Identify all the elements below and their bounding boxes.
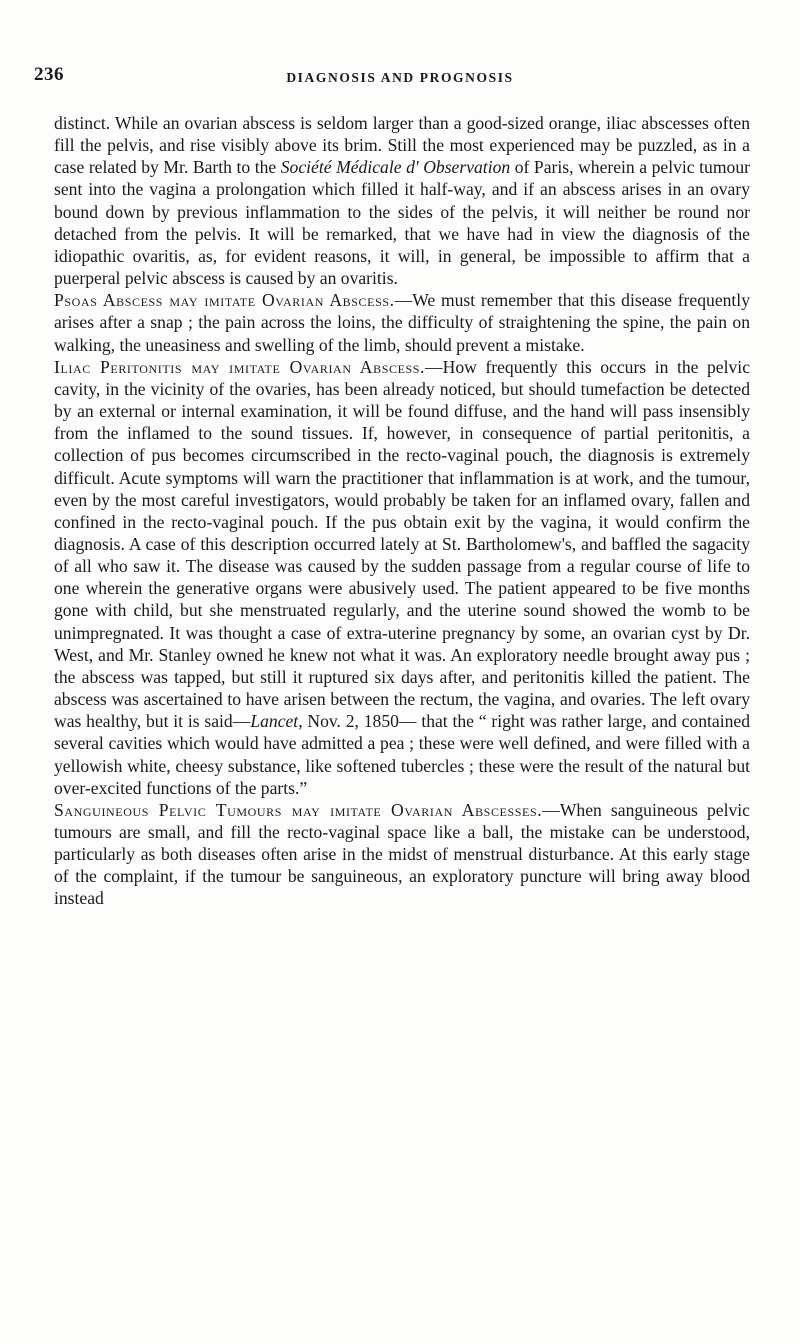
section-heading-iliac: Iliac Peritonitis may imitate Ovarian Abscess. [54, 356, 426, 377]
body-text [54, 112, 750, 910]
text-segment: —How frequently this occurs in the pelvic cavity, in the vicinity of the ovaries, has been already noticed, but should tumefaction be detected by an external or internal examination, it will be found diffuse, and the hand will pass insensibly from the inflamed to the sound tissues. If, however, in consequence of partial peritonitis, a collection of pus becomes circumscribed in the recto-vaginal pouch, the diagnosis is extremely difficult. Acute symptoms will warn the practitioner that inflammation is at work, and the tumour, even by the most careful investigators, would probably be taken for an inflamed ovary, fallen and confined in the recto-vaginal pouch. If the pus obtain exit by the vagina, it would confirm the diagnosis. A case of this description occurred lately at St. Bartholomew's, and baffled the sagacity of all who saw it. The disease was caused by the sudden passage from a regular course of life to one wherein the generative organs were abusively used. The patient appeared to be five months gone with child, but she menstruated regularly, and the uterine sound showed the womb to be unimpregnated. It was thought a case of extra-uterine pregnancy by some, an ovarian cyst by Dr. West, and Mr. Stanley owned he knew not what it was. An exploratory needle brought away pus ; the abscess was tapped, but still it ruptured six days after, and peritonitis killed the patient. The abscess was ascertained to have arisen between the rectum, the vagina, and ovaries. The left ovary was healthy, but it is said— [54, 356, 750, 732]
text-segment: —We must remember that this disease frequently arises after a snap ; the pain across the loins, the difficulty of straightening the spine, the pain on walking, the uneasiness and swelling of the limb, should prevent a mistake. [54, 290, 750, 355]
text-segment: Nov. 2, 1850— that the “ right was rather large, and contained several cavities which would have admitted a pea ; these were well defined, and were filled with a yellowish white, cheesy substance, like softened tubercles ; these were the result of the natural but over-excited functions of the parts.” [54, 711, 750, 798]
text-segment: —When sanguineous pelvic tumours are small, and fill the recto-vaginal space like a ball, the mistake can be understood, particularly as both diseases often arise in the midst of menstrual disturbance. At this early stage of the complaint, if the tumour be sanguineous, an exploratory puncture will bring away blood instead [54, 799, 750, 909]
section-heading-psoas: Psoas Abscess may imitate Ovarian Abscess. [54, 290, 395, 311]
journal-title-italic: Lancet, [250, 711, 303, 732]
paragraph [54, 356, 750, 799]
paragraph [54, 112, 750, 289]
section-heading-sanguineous: Sanguineous Pelvic Tumours may imitate Ovarian Abscesses. [54, 799, 543, 820]
page-number: 236 [34, 64, 64, 85]
paragraph [54, 289, 750, 355]
text-segment: of Paris, wherein a pelvic tumour sent into the vagina a prolongation which filled it half-way, and if an abscess arises in an ovary bound down by previous inflammation to the sides of the pelvis, it will neither be round nor detached from the pelvis. It will be remarked, that we have had in view the diagnosis of the idiopathic ovaritis, as, for evident reasons, it will, in general, be impossible to affirm that a puerperal pelvic abscess is caused by an ovaritis. [54, 157, 750, 289]
running-title: DIAGNOSIS AND PROGNOSIS [286, 70, 514, 85]
text-segment: distinct. While an ovarian abscess is seldom larger than a good-sized orange, iliac abscesses often fill the pelvis, and rise visibly above its brim. Still the most experienced may be puzzled, as in a case related by Mr. Barth to the [54, 113, 750, 178]
paragraph [54, 799, 750, 910]
journal-title-italic: Société Médicale d' Observation [280, 157, 511, 178]
